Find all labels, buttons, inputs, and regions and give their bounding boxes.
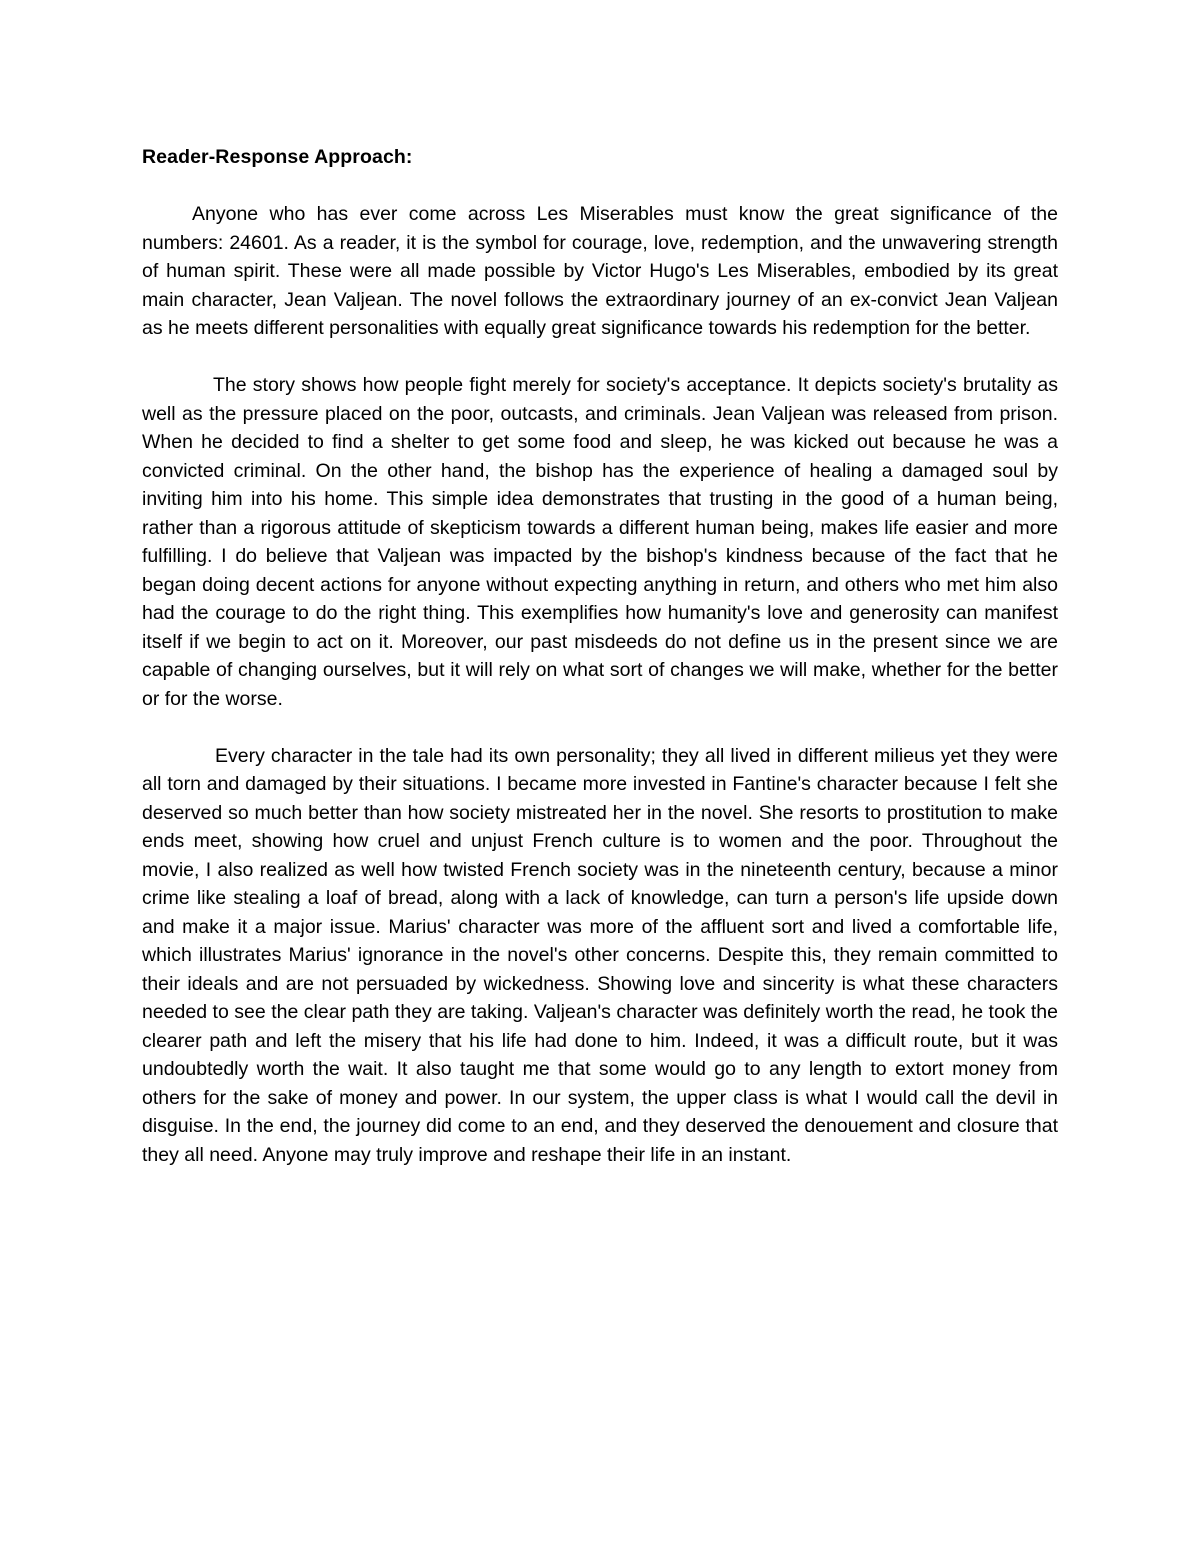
paragraph-intro: Anyone who has ever come across Les Miserables must know the great significance of the numbers: 24601. As a reader, it is the symbol for courage, love, redemption, and the unwavering strength of human spirit. These were all made possible by Victor Hugo's Les Miserables, embodied by its great main character, Jean Valjean. The novel follows the extraordinary journey of an ex-convict Jean Valjean as he meets different personalities with equally great significance towards his redemption for the better. [142, 203, 1058, 339]
document-heading: Reader-Response Approach: [142, 146, 413, 168]
paragraph-characters: Every character in the tale had its own personality; they all lived in different milieus yet they were all torn and damaged by their situations. I became more invested in Fantine's character because I felt she deserved so much better than how society mistreated her in the novel. She resorts to prostitution to make ends meet, showing how cruel and unjust French culture is to women and the poor. Throughout the movie, I also realized as well how twisted French society was in the nineteenth century, because a minor crime like stealing a loaf of bread, along with a lack of knowledge, can turn a person's life upside down and make it a major issue. Marius' character was more of the affluent sort and lived a comfortable life, which illustrates Marius' ignorance in the novel's other concerns. Despite this, they remain committed to their ideals and are not persuaded by wickedness. Showing love and sincerity is what these characters needed to see the clear path they are taking. Valjean's character was definitely worth the read, he took the clearer path and left the misery that his life had done to him. Indeed, it was a difficult route, but it was undoubtedly worth the wait. It also taught me that some would go to any length to extort money from others for the sake of money and power. In our system, the upper class is what I would call the devil in disguise. In the end, the journey did come to an end, and they deserved the denouement and closure that they all need. Anyone may truly improve and reshape their life in an instant. [142, 744, 1058, 1166]
document-body [142, 143, 1058, 1169]
paragraph-society: The story shows how people fight merely for society's acceptance. It depicts society's brutality as well as the pressure placed on the poor, outcasts, and criminals. Jean Valjean was released from prison. When he decided to find a shelter to get some food and sleep, he was kicked out because he was a convicted criminal. On the other hand, the bishop has the experience of healing a damaged soul by inviting him into his home. This simple idea demonstrates that trusting in the good of a human being, rather than a rigorous attitude of skepticism towards a different human being, makes life easier and more fulfilling. I do believe that Valjean was impacted by the bishop's kindness because of the fact that he began doing decent actions for anyone without expecting anything in return, and others who met him also had the courage to do the right thing. This exemplifies how humanity's love and generosity can manifest itself if we begin to act on it. Moreover, our past misdeeds do not define us in the present since we are capable of changing ourselves, but it will rely on what sort of changes we will make, whether for the better or for the worse. [142, 374, 1058, 710]
